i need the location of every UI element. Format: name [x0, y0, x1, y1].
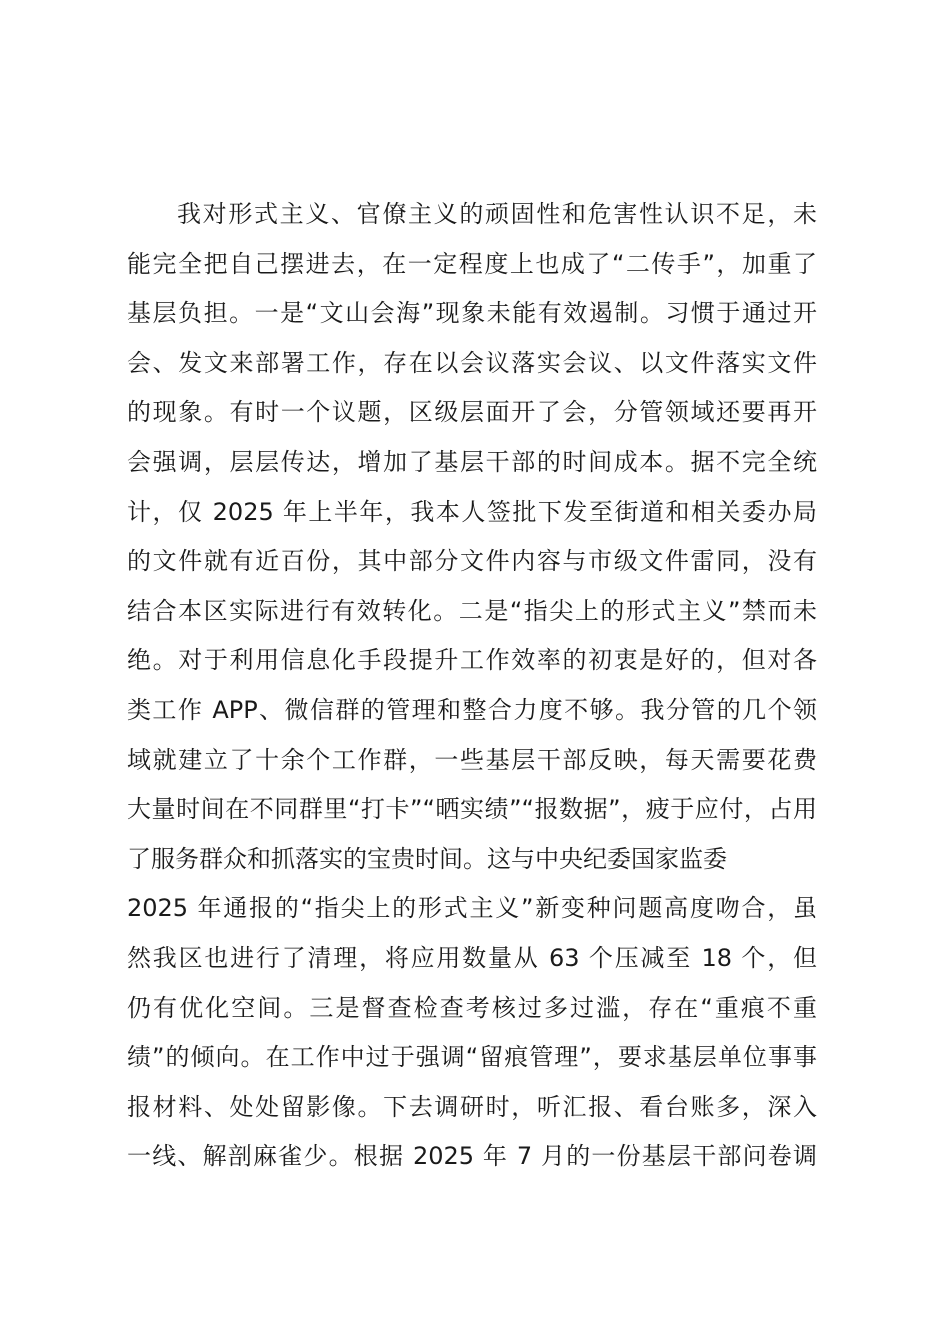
paragraph-line: 的现象。有时一个议题，区级层面开了会，分管领域还要再开	[127, 398, 817, 427]
paragraph-line: 一线、解剖麻雀少。根据 2025 年 7 月的一份基层干部问卷调	[127, 1142, 817, 1171]
paragraph-line: 绩”的倾向。在工作中过于强调“留痕管理”，要求基层单位事事	[127, 1043, 817, 1072]
paragraph-line: 会、发文来部署工作，存在以会议落实会议、以文件落实文件	[127, 348, 817, 377]
paragraph-line: 仍有优化空间。三是督查检查考核过多过滥，存在“重痕不重	[127, 993, 817, 1022]
paragraph-line: 结合本区实际进行有效转化。二是“指尖上的形式主义”禁而未	[127, 596, 817, 625]
paragraph-line: 我对形式主义、官僚主义的顽固性和危害性认识不足，未	[177, 200, 817, 228]
paragraph-line: 报材料、处处留影像。下去调研时，听汇报、看台账多，深入	[127, 1092, 817, 1121]
body-paragraph	[127, 190, 817, 1182]
paragraph-line: 了服务群众和抓落实的宝贵时间。这与中央纪委国家监委	[127, 844, 727, 873]
paragraph-line: 基层负担。一是“文山会海”现象未能有效遏制。习惯于通过开	[127, 299, 817, 328]
paragraph-line: 计，仅 2025 年上半年，我本人签批下发至街道和相关委办局	[127, 497, 817, 526]
paragraph-line: 绝。对于利用信息化手段提升工作效率的初衷是好的，但对各	[127, 646, 817, 675]
paragraph-line: 会强调，层层传达，增加了基层干部的时间成本。据不完全统	[127, 447, 817, 476]
paragraph-line: 能完全把自己摆进去，在一定程度上也成了“二传手”，加重了	[127, 249, 817, 278]
paragraph-line: 的文件就有近百份，其中部分文件内容与市级文件雷同，没有	[127, 547, 817, 576]
paragraph-line: 2025 年通报的“指尖上的形式主义”新变种问题高度吻合，虽	[127, 894, 817, 923]
paragraph-line: 域就建立了十余个工作群，一些基层干部反映，每天需要花费	[127, 745, 817, 774]
paragraph-line: 然我区也进行了清理，将应用数量从 63 个压减至 18 个，但	[127, 943, 817, 972]
paragraph-line: 大量时间在不同群里“打卡”“晒实绩”“报数据”，疲于应付，占用	[127, 795, 817, 824]
paragraph-line: 类工作 APP、微信群的管理和整合力度不够。我分管的几个领	[127, 695, 817, 724]
